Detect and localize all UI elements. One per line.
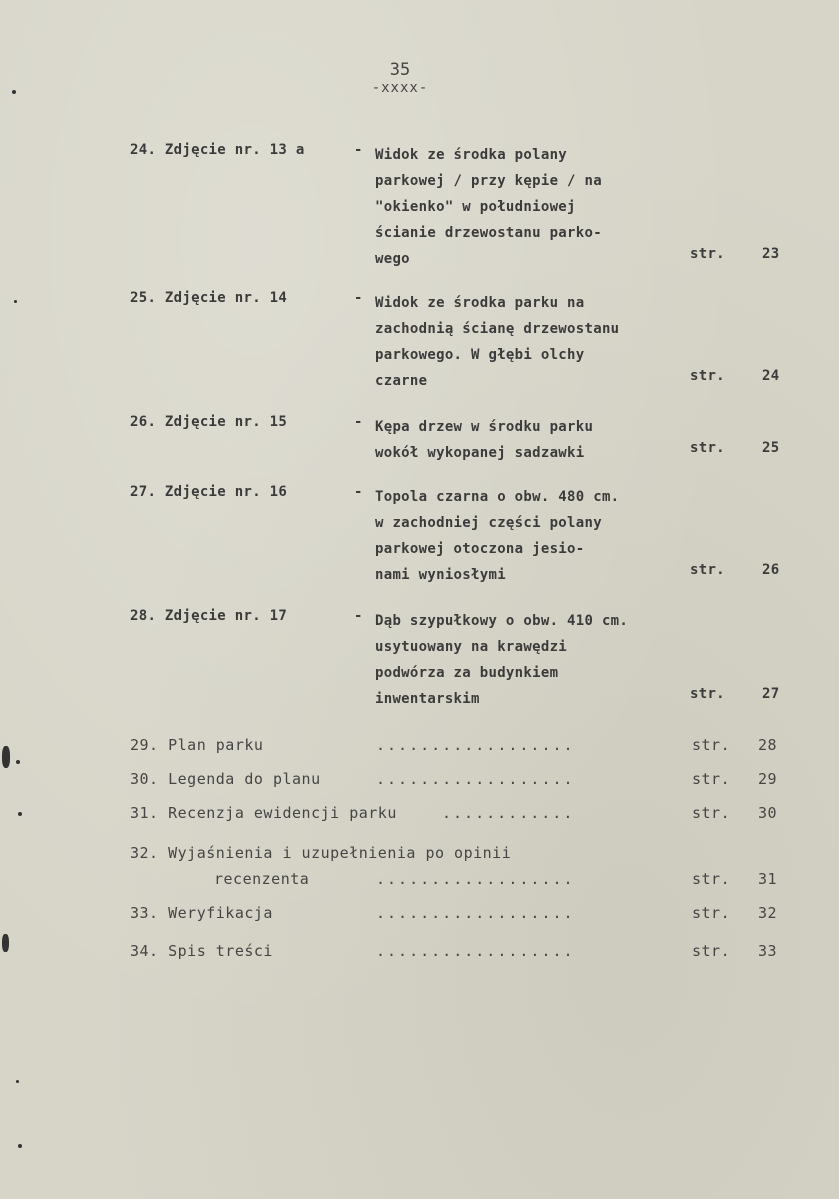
- dot-leader: ..................: [376, 870, 575, 888]
- entry-str-label: str.: [692, 942, 731, 960]
- entry-str-label: str.: [690, 368, 725, 384]
- dot-leader: ..................: [376, 770, 575, 788]
- toc-entry-24: [130, 142, 790, 267]
- desc-line: wokół wykopanej sadzawki: [375, 445, 585, 461]
- toc-entry-28: [130, 608, 790, 707]
- entry-title: 34. Spis treści: [130, 942, 273, 960]
- toc-entry-26: [130, 414, 790, 461]
- desc-line: w zachodniej części polany: [375, 515, 602, 531]
- toc-entry-34: [130, 942, 790, 960]
- binding-mark: [16, 760, 20, 764]
- page-number: 35: [389, 60, 411, 80]
- toc-entry-31: [130, 804, 790, 822]
- entry-str-label: str.: [690, 686, 725, 702]
- entry-page: 27: [762, 686, 780, 702]
- desc-line: Kępa drzew w środku parku: [375, 419, 594, 435]
- entry-page: 29: [758, 770, 778, 788]
- entry-page: 32: [758, 904, 778, 922]
- desc-line: Dąb szypułkowy o obw. 410 cm.: [375, 613, 629, 629]
- desc-line: parkowej otoczona jesio-: [375, 541, 585, 557]
- entry-dash: -: [354, 414, 363, 430]
- entry-page: 30: [758, 804, 778, 822]
- binding-mark: [14, 300, 17, 303]
- entry-str-label: str.: [692, 770, 731, 788]
- entry-page: 33: [758, 942, 778, 960]
- binding-mark: [2, 934, 9, 952]
- entry-description: [375, 484, 685, 588]
- entry-title: 29. Plan parku: [130, 736, 264, 754]
- entry-str-label: str.: [690, 562, 725, 578]
- entry-page: 28: [758, 736, 778, 754]
- binding-mark: [12, 90, 16, 94]
- desc-line: Widok ze środka polany: [375, 147, 568, 163]
- entry-str-label: str.: [690, 246, 725, 262]
- binding-mark: [2, 746, 10, 768]
- dot-leader: ..................: [376, 942, 575, 960]
- entry-description: [375, 608, 685, 712]
- toc-entry-25: [130, 290, 790, 389]
- entry-page: 31: [758, 870, 778, 888]
- entry-description: [375, 414, 685, 466]
- entry-dash: -: [354, 484, 363, 500]
- toc-entry-33: [130, 904, 790, 922]
- entry-str-label: str.: [690, 440, 725, 456]
- desc-line: Topola czarna o obw. 480 cm.: [375, 489, 620, 505]
- toc-entry-32: [130, 844, 790, 888]
- desc-line: wego: [375, 251, 410, 267]
- entry-page: 25: [762, 440, 780, 456]
- entry-str-label: str.: [692, 904, 731, 922]
- binding-mark: [18, 812, 22, 816]
- desc-line: zachodnią ścianę drzewostanu: [375, 321, 620, 337]
- entry-title-continuation: recenzenta: [214, 870, 310, 888]
- desc-line: podwórza za budynkiem: [375, 665, 559, 681]
- desc-line: Widok ze środka parku na: [375, 295, 585, 311]
- desc-line: inwentarskim: [375, 691, 480, 707]
- entry-title: 32. Wyjaśnienia i uzupełnienia po opinii: [130, 844, 512, 862]
- dot-leader: ............: [442, 804, 575, 822]
- entry-title: 31. Recenzja ewidencji parku: [130, 804, 397, 822]
- toc-entry-27: [130, 484, 790, 583]
- dot-leader: ..................: [376, 904, 575, 922]
- entry-str-label: str.: [692, 736, 731, 754]
- toc-entry-30: [130, 770, 790, 788]
- entry-dash: -: [354, 608, 363, 624]
- entry-number-title: 24. Zdjęcie nr. 13 a: [130, 142, 305, 158]
- entry-page: 26: [762, 562, 780, 578]
- entry-str-label: str.: [692, 804, 731, 822]
- desc-line: ścianie drzewostanu parko-: [375, 225, 602, 241]
- toc-entry-29: [130, 736, 790, 754]
- desc-line: parkowego. W głębi olchy: [375, 347, 585, 363]
- desc-line: "okienko" w południowej: [375, 199, 576, 215]
- entry-dash: -: [354, 142, 363, 158]
- entry-description: [375, 290, 685, 394]
- entry-number-title: 25. Zdjęcie nr. 14: [130, 290, 288, 306]
- entry-page: 24: [762, 368, 780, 384]
- entry-page: 23: [762, 246, 780, 262]
- dot-leader: ..................: [376, 736, 575, 754]
- entry-title: 30. Legenda do planu: [130, 770, 321, 788]
- desc-line: parkowej / przy kępie / na: [375, 173, 602, 189]
- desc-line: czarne: [375, 373, 428, 389]
- entry-title: 33. Weryfikacja: [130, 904, 273, 922]
- entry-number-title: 28. Zdjęcie nr. 17: [130, 608, 288, 624]
- binding-mark: [18, 1144, 22, 1148]
- entry-str-label: str.: [692, 870, 731, 888]
- desc-line: nami wyniosłymi: [375, 567, 506, 583]
- entry-number-title: 27. Zdjęcie nr. 16: [130, 484, 288, 500]
- desc-line: usytuowany na krawędzi: [375, 639, 568, 655]
- entry-dash: -: [354, 290, 363, 306]
- entry-number-title: 26. Zdjęcie nr. 15: [130, 414, 288, 430]
- entry-description: [375, 142, 685, 272]
- binding-mark: [16, 1080, 19, 1083]
- header-ornament: -xxxx-: [371, 80, 429, 96]
